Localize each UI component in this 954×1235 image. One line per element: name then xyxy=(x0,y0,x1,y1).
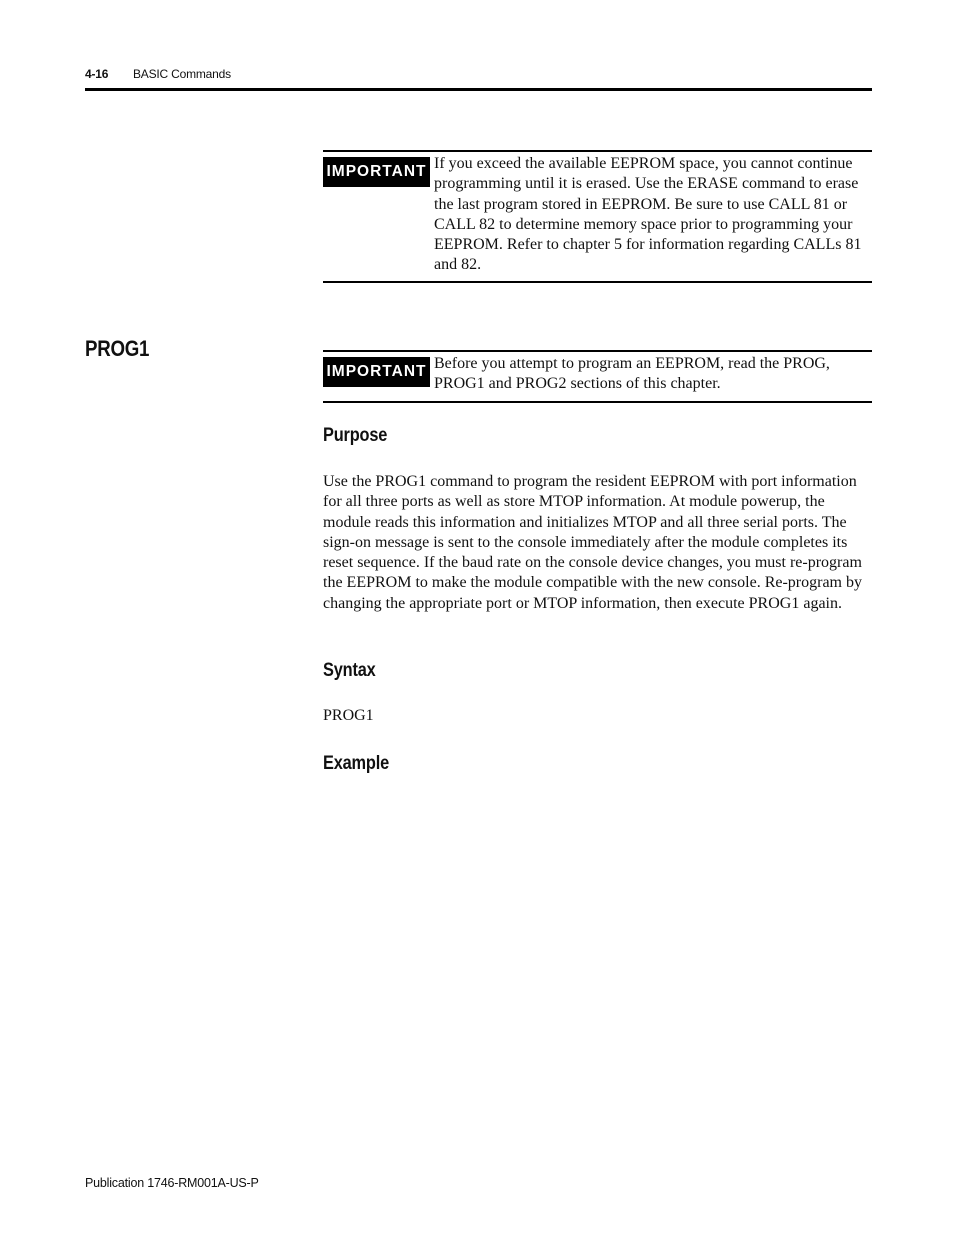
important-note xyxy=(323,150,872,283)
header-rule xyxy=(85,88,872,91)
purpose-heading: Purpose xyxy=(323,425,388,446)
important-note-text: If you exceed the available EEPROM space, you cannot continue programming until it is erased. Use the ERASE command to erase the last program stored in EEPROM. Be sure to use CALL 81 or CALL 82 to determine memory space prior to programming your EEPROM. Refer to chapter 5 for information regarding CALLs 81 and 82. xyxy=(434,155,862,274)
syntax-text: PROG1 xyxy=(323,707,374,724)
important-label: IMPORTANT xyxy=(323,357,430,387)
publication-footer: Publication 1746-RM001A-US-P xyxy=(85,1176,259,1190)
section-title: PROG1 xyxy=(85,336,150,361)
important-note-text: Before you attempt to program an EEPROM, read the PROG, PROG1 and PROG2 sections of this chapter. xyxy=(434,355,830,393)
syntax-heading: Syntax xyxy=(323,660,376,681)
important-label: IMPORTANT xyxy=(323,157,430,187)
page-number: 4-16 xyxy=(85,67,109,81)
example-heading: Example xyxy=(323,753,390,774)
running-title: BASIC Commands xyxy=(133,67,231,81)
purpose-paragraph: Use the PROG1 command to program the resident EEPROM with port information for all three ports as well as store MTOP information. At module powerup, the module reads this information and initializes MTOP and all three serial ports. The sign-on message is sent to the console immediately after the module completes its reset sequence. If the baud rate on the console device changes, you must re-program the EEPROM to make the module compatible with the new console. Re-program by changing the appropriate port or MTOP information, then execute PROG1 again. xyxy=(323,473,862,612)
important-note xyxy=(323,350,872,403)
